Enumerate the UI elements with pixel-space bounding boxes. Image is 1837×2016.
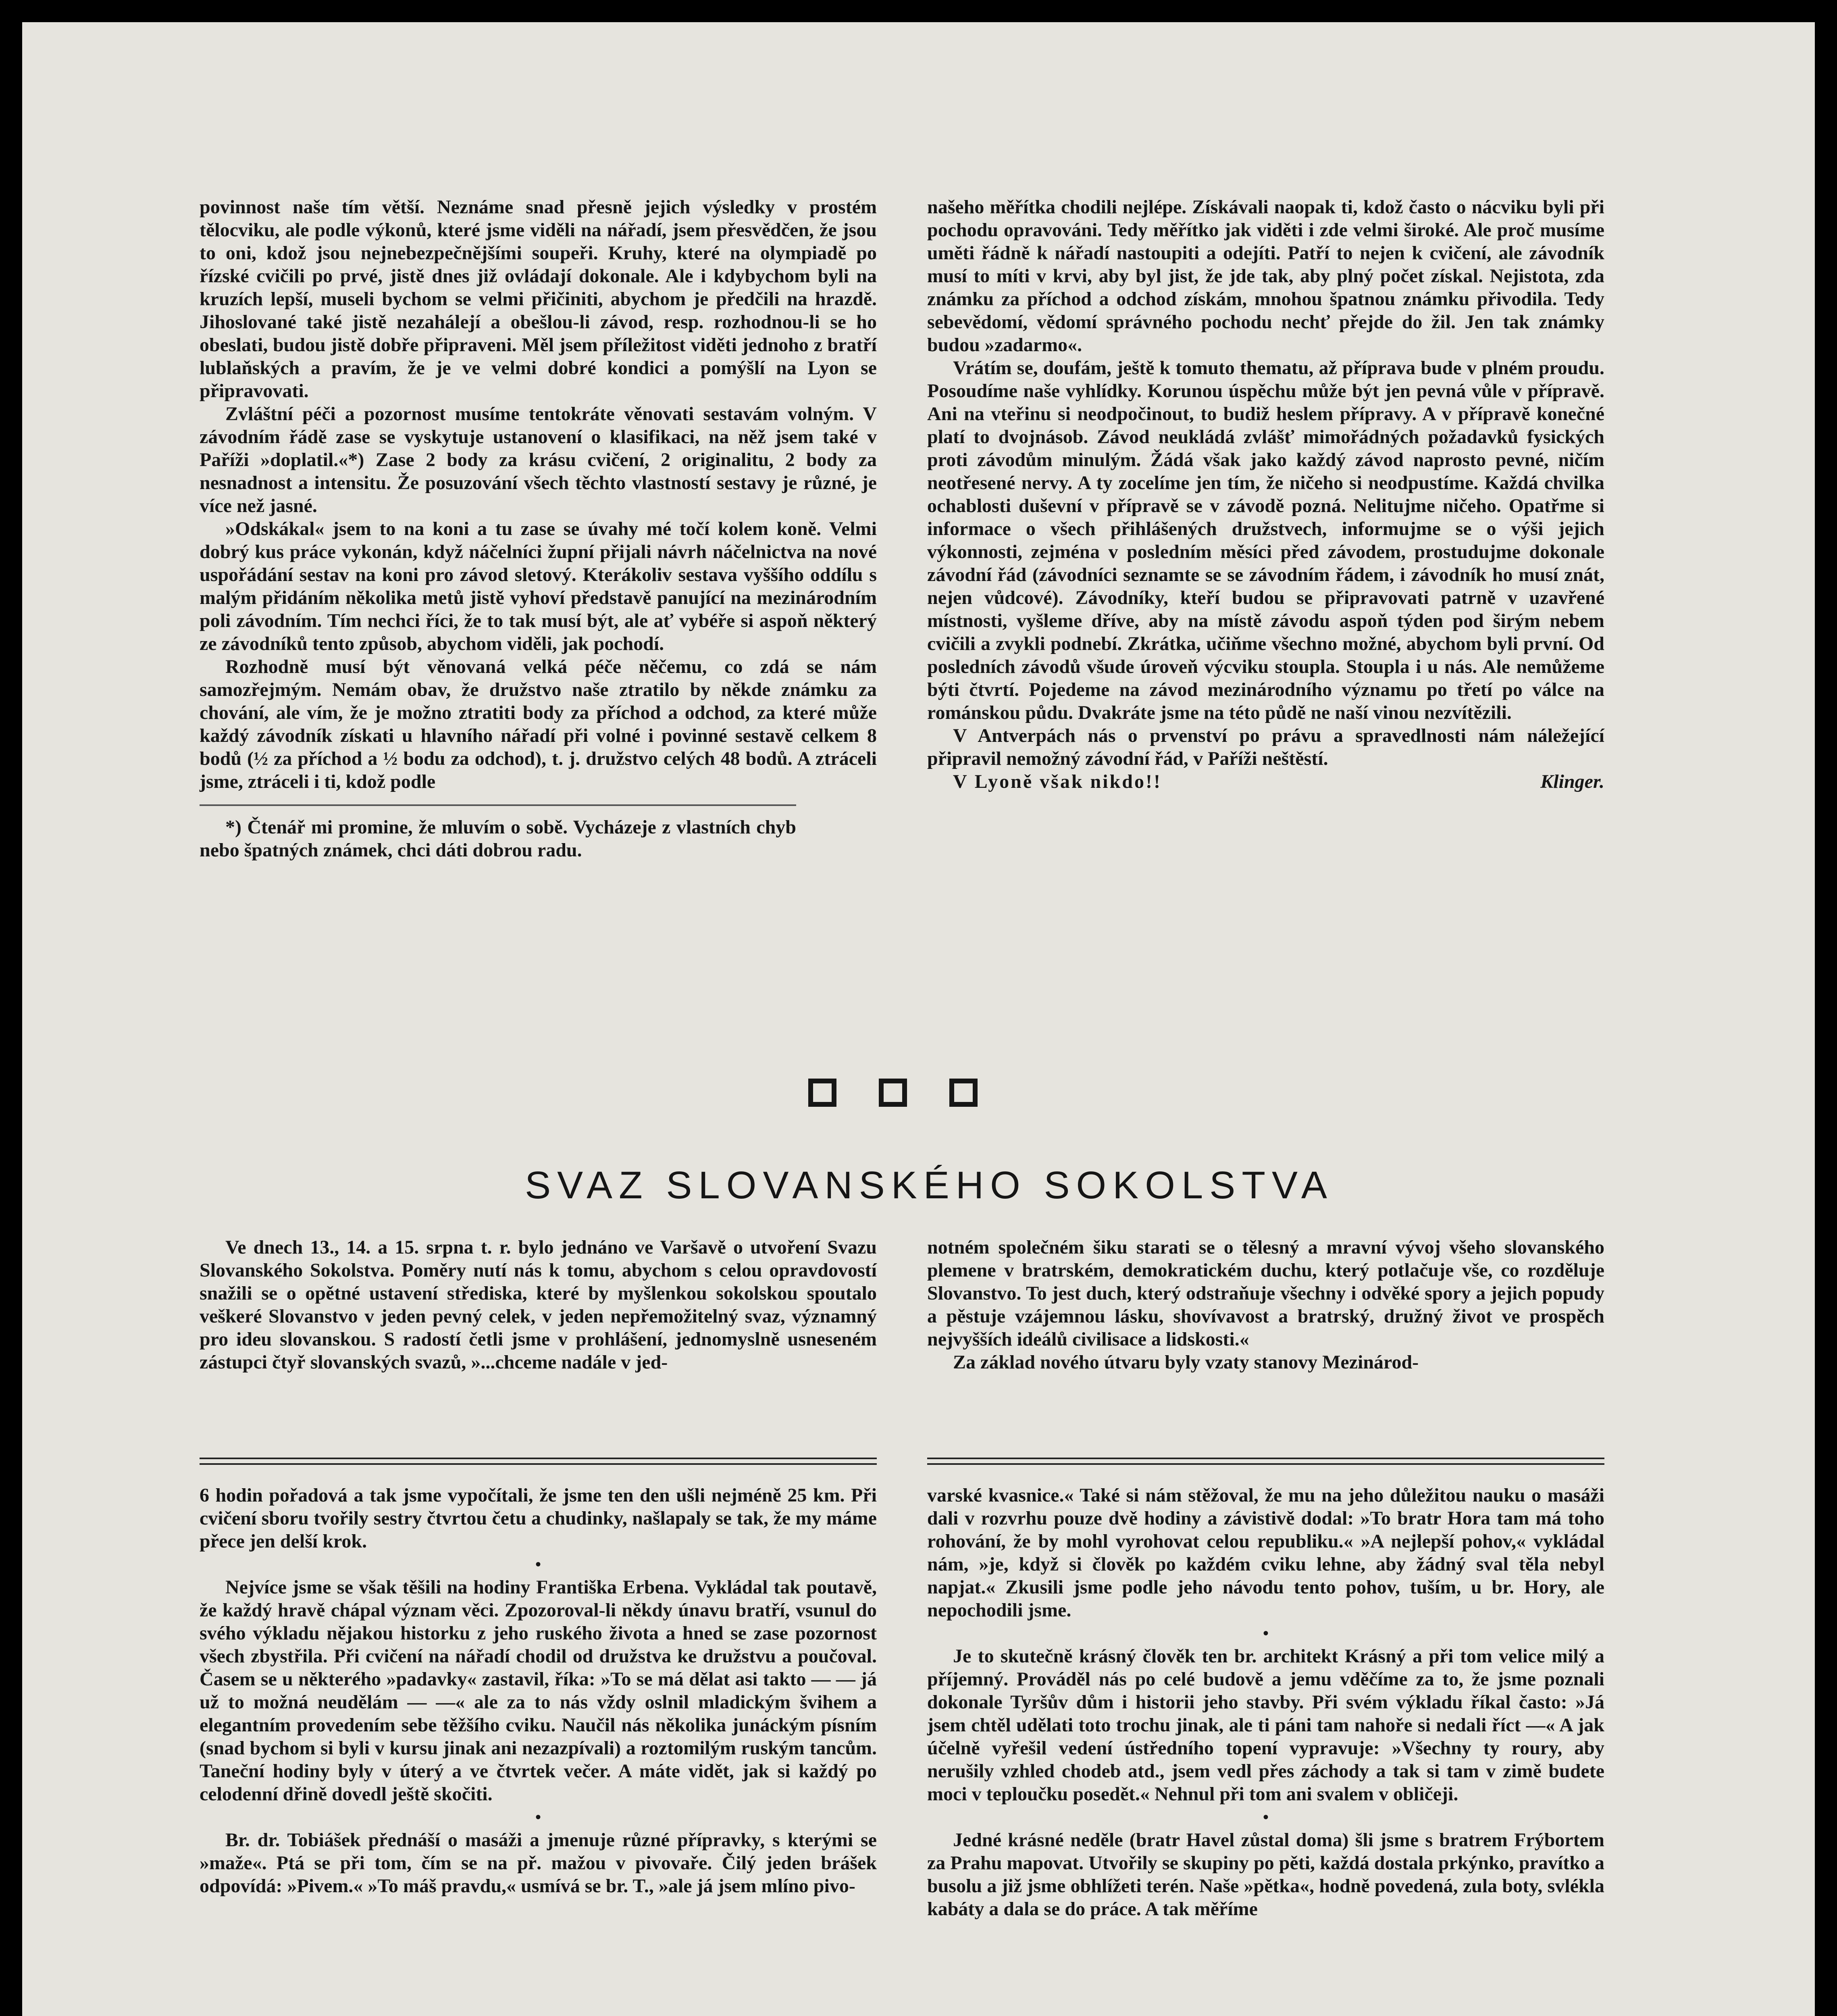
footnote: *) Čtenář mi promine, že mluvím o sobě. Vycházeje z vlastních chyb nebo špatných známek, chci dáti dobrou radu. (200, 804, 796, 862)
closing-line: V Lyoně však nikdo!! (953, 771, 1162, 792)
paragraph: Rozhodně musí být věnovaná velká péče něčemu, co zdá se nám samozřejmým. Nemám obav, že družstvo naše ztratilo by někde známku za chování, ale vím, že je možno ztratiti body za příchod a odchod, za které může každý závodník získati u hlavního nářadí při volné i povinné sestavě celkem 8 bodů (½ za příchod a ½ bodu za odchod), t. j. družstvo celých 48 bodů. A ztráceli jsme, ztráceli i ti, kdož podle (200, 656, 877, 792)
paragraph: našeho měřítka chodili nejlépe. Získávali naopak ti, kdož často o nácviku byli při pochodu opravováni. Tedy měřítko jak viděti i zde velmi široké. Ale proč musíme uměti řádně k nářadí nastoupiti a odejíti. Patří to nejen k cvičení, ale závodník musí to míti v krvi, aby byl jist, že jde tak, aby plný počet získal. Nejistota, zda známku za příchod a odchod získám, mnohou špatnou známku přivodila. Tedy sebevědomí, vědomí správného pochodu nechť přejde do žil. Jen tak známky budou »zadarmo«. (927, 196, 1604, 356)
article3-right-column (927, 1484, 1604, 1920)
paragraph: Za základ nového útvaru byly vzaty stanovy Mezinárod- (953, 1352, 1419, 1373)
paragraph: »Odskákal« jsem to na koni a tu zase se úvahy mé točí kolem koně. Velmi dobrý kus práce vykonán, když náčelníci župní přijali návrh náčelnictva na nové uspořádání sestav na koni pro závod sletový. Kterákoliv sestava vyššího oddílu s malým přidáním několika metů jistě vyhoví představě panující na mezinárodním poli závodním. Tím nechci říci, že to tak musí být, ale ať vybéře si aspoň některý ze závodníků tento způsob, abychom viděli, jak pochodí. (200, 518, 877, 654)
article2-right-column (927, 1236, 1604, 1374)
paragraph: Vrátím se, doufám, ještě k tomuto thematu, až příprava bude v plném proudu. Posoudíme naše vyhlídky. Korunou úspěchu může být jen pevná vůle v přípravě. Ani na vteřinu si neodpočinout, to budiž heslem přípravy. A v přípravě konečné platí to dvojnásob. Závod neukládá zvlášť mimořádných požadavků fysických proti závodům minulým. Žádá však jako každý závod naprosto pevné, ničím neotřesené nervy. A ty zocelíme jen tím, že ničeho si neodpustíme. Každá chvilka ochablosti duševní v přípravě se v závodě pozná. Nelitujme ničeho. Opatřme si informace o všech přihlášených družstvech, informujme se o výši jejich výkonnosti, zejména v posledním měsíci před závodem, prostudujme dokonale závodní řád (závodníci seznamte se se závodním řádem, i závodník ho musí znát, nejen vůdcové). Závodníky, kteří budou se připravovati patrně v uzavřené místnosti, vyšleme dříve, aby na místě závodu aspoň týden pod širým nebem cvičili a zvykli podnebí. Zkrátka, učiňme všechno možné, abychom byli první. Od posledních závodů všude úroveň výcviku stoupla. Stoupla i u nás. Ale nemůžeme býti čtvrtí. Pojedeme na závod mezinárodního významu po třetí po válce na románskou půdu. Dvakráte jsme na této půdě ne naší vinou nezvítězili. (927, 357, 1604, 723)
article-title: SVAZ SLOVANSKÉHO SOKOLSTVA (525, 1164, 1334, 1207)
article2-left-column (200, 1236, 877, 1374)
bullet-separator: • (535, 1555, 541, 1573)
square-ornament-icon (949, 1079, 978, 1107)
paragraph: Je to skutečně krásný člověk ten br. architekt Krásný a při tom velice milý a příjemný. Prováděl nás po celé budově a jemu vděčíme za to, že jsme poznali dokonale Tyršův dům i historii jeho stavby. Při svém výkladu říkal často: »Já jsem chtěl udělati toto trochu jinak, ale ti páni tam nahoře si nedali říct —« A jak účelně vyřešil vedení ústředního topení vypravuje: »Všechny ty roury, aby nerušily vzhled chodeb atd., jsem vedl přes záchody a tak si tam v zimě budete moci v teploučku posedět.« Nehnul při tom ani svalem v obličeji. (927, 1645, 1604, 1805)
article1-left-column (200, 196, 877, 862)
signature-line (927, 770, 1604, 793)
square-ornament-icon (879, 1079, 907, 1107)
article1-right-column (927, 196, 1604, 793)
article3-left-column (200, 1484, 877, 1897)
section-divider (927, 1458, 1604, 1465)
paragraph: V Antverpách nás o prvenství po právu a spravedlnosti nám náležející připravil nemožný závodní řád, v Paříži neštěstí. (927, 725, 1604, 769)
paragraph: varské kvasnice.« Také si nám stěžoval, že mu na jeho důležitou nauku o masáži dali v rozvrhu pouze dvě hodiny a závistivě dodal: »To bratr Hora tam má toho rohování, že by mohl vyrohovat celou republiku.« »A nejlepší pohov,« vykládal nám, »je, když si člověk po každém cviku lehne, aby žádný sval těla nebyl napjat.« Zkusili jsme podle jeho návodu tento pohov, tuším, u br. Hory, ale nepochodili jsme. (927, 1485, 1604, 1621)
bullet-separator: • (1263, 1624, 1269, 1642)
section-ornament (808, 1079, 978, 1111)
paragraph: 6 hodin pořadová a tak jsme vypočítali, že jsme ten den ušli nejméně 25 km. Při cvičení sboru tvořily sestry čtvrtou četu a chudinky, našlapaly se tak, že my máme přece jen delší krok. (200, 1485, 877, 1552)
magazine-page (22, 22, 1815, 2016)
paragraph: povinnost naše tím větší. Neznáme snad přesně jejich výsledky v prostém tělocviku, ale podle výkonů, které jsme viděli na nářadí, jsem přesvědčen, že jsou to oni, kdož jsou nejnebezpečnějšími soupeři. Kruhy, které na olympiadě po řízské cvičili po prvé, jistě dnes již ovládají dokonale. Ale i kdybychom byli na kruzích lepší, museli bychom se velmi přičiniti, abychom je předčili na hrazdě. Jihoslované také jistě nezahálejí a obešlou-li závod, resp. rozhodnou-li se ho obeslati, budou jistě dobře připraveni. Měl jsem příležitost viděti jednoho z bratří lublaňských a pravím, že je ve velmi dobré kondici a pomýšlí na Lyon se připravovati. (200, 196, 877, 402)
square-ornament-icon (808, 1079, 836, 1107)
paragraph: notném společném šiku starati se o tělesný a mravní vývoj všeho slovanského plemene v bratrském, demokratickém duchu, který potlačuje vše, co rozděluje Slovanstvo. To jest duch, který odstraňuje všechny i odvěké spory a jejich popudy a pěstuje vzájemnou lásku, shovívavost a bratrský, družný život ve prospěch nejvyšších ideálů civilisace a lidskosti.« (927, 1237, 1604, 1350)
bullet-separator: • (1263, 1808, 1269, 1826)
paragraph: Ve dnech 13., 14. a 15. srpna t. r. bylo jednáno ve Varšavě o utvoření Svazu Slovanského Sokolstva. Poměry nutí nás k tomu, abychom s celou opravdovostí snažili se o opětné ustavení střediska, které by myšlenkou sokolskou spoutalo veškeré Slovanstvo v jeden pevný celek, v jeden nepřemožitelný svaz, významný pro ideu slovanskou. S radostí četli jsme v prohlášení, jednomyslně usneseném zástupci čtyř slovanských svazů, »...chceme nadále v jed- (200, 1237, 877, 1373)
paragraph: Zvláštní péči a pozornost musíme tentokráte věnovati sestavám volným. V závodním řádě zase se vyskytuje ustanovení o klasifikaci, na něž jsem také v Paříži »doplatil.«*) Zase 2 body za krásu cvičení, 2 originalitu, 2 body za nesnadnost a intensitu. Že posuzování všech těchto vlastností sestavy je různé, je více než jasné. (200, 403, 877, 516)
bullet-separator: • (535, 1808, 541, 1826)
paragraph: Jedné krásné neděle (bratr Havel zůstal doma) šli jsme s bratrem Frýbortem za Prahu mapovat. Utvořily se skupiny po pěti, každá dostala prkýnko, pravítko a busolu a již jsme obhlížeti terén. Naše »pětka«, hodně povedená, zula boty, svlékla kabáty a dala se do práce. A tak měříme (927, 1829, 1604, 1920)
paragraph: Br. dr. Tobiášek přednáší o masáži a jmenuje různé přípravky, s kterými se »maže«. Ptá se při tom, čím se na př. mažou v pivovaře. Čilý jeden brášek odpovídá: »Pivem.« »To máš pravdu,« usmívá se br. T., »ale já jsem mlíno pivo- (200, 1829, 877, 1897)
paragraph: Nejvíce jsme se však těšili na hodiny Františka Erbena. Vykládal tak poutavě, že každý hravě chápal význam věci. Zpozoroval-li někdy únavu bratří, vsunul do svého výkladu nějakou historku z jeho ruského života a hned se zase pozornost všech zbystřila. Při cvičení na nářadí chodil od družstva ke družstvu a poučoval. Časem se u některého »padavky« zastavil, říka: »To se má dělat asi takto — — já už to možná neudělám — —« ale za to nás vždy oslnil mladickým švihem a elegantním provedením sebe těžšího cviku. Naučil nás několika junáckým písním (snad bychom si byli v kursu jinak ani nezazpívali) a roztomilým ruským tancům. Taneční hodiny byly v úterý a ve čtvrtek večer. A máte vidět, jak si každý po celodenní dřině dovedl ještě skočiti. (200, 1577, 877, 1805)
author-name: Klinger. (1540, 771, 1604, 792)
section-divider (200, 1458, 877, 1465)
